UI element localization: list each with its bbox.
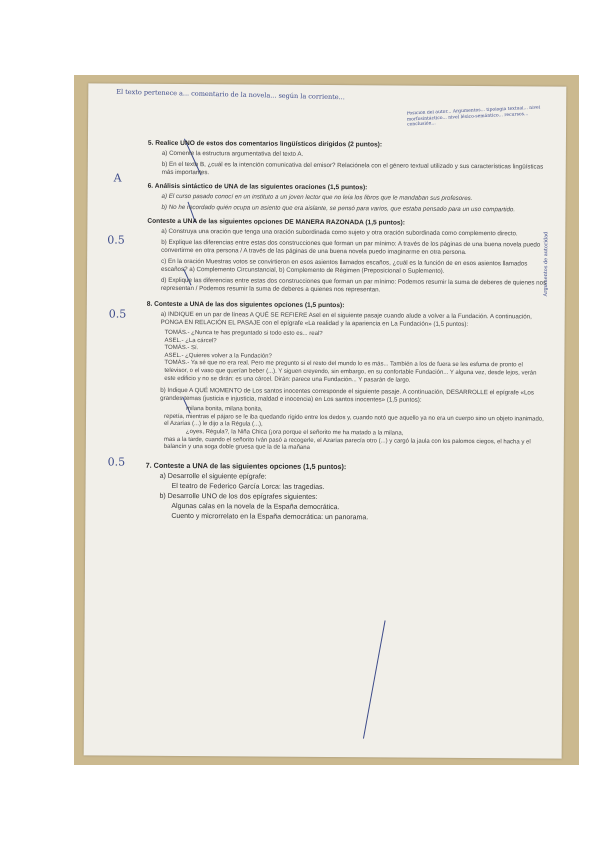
dialog-line: ASEL.- ¿Quieres volver a la Fundación? [164,352,272,360]
dialog-line: TOMÁS.- Ya sé que no era real. Pero me pregunto si el resto del mundo lo es más... También a los de fuera se les esfuma de pronto el televisor, o el vaso que querían beber (...). Y siguen creyendo, sin embargo, en su confortable Fundación... Y alguna vez, desde lejos, verán este edificio y no se dirán: es una cárcel. Dirán: parece una Fundación... Y pasarán de largo. [164,360,537,384]
excerpt-line: milana bonita, milana bonita, [186,406,263,413]
question-5 [148,140,548,180]
excerpt-line: mas a la tarde, cuando el señorito Iván pasó a recogerle, el Azarías parecía otro (...) y cargó la jaula con los palomos ciegos, el hacha y el balancín y una soga doble gruesa que la de la mañana [163,436,531,452]
question-reasoned [147,218,548,296]
margin-mark-2: 0.5 [107,233,125,247]
margin-mark-1: A [113,171,122,185]
question-7-option-a: a) Desarrolle el siguiente epígrafe: [159,472,267,481]
pen-stroke [363,620,386,738]
margin-mark-4: 0.5 [107,455,126,469]
question-reasoned-option-c: c) En la oración Muestras votos se convirtieron en esos asientos llamados escaños, ¿cuál es la función de en esos asientos llamados escaños? a) Complemento Circunstancial, b) Complemento de Régimen (Preposicional o Suplemento). [161,257,528,275]
dialog-line: TOMÁS.- ¿Nunca te has preguntado si todo esto es... real? [164,329,323,337]
question-7-title: 7. Conteste a UNA de las siguientes opciones (1,5 puntos): [145,460,347,471]
margin-mark-3: 0.5 [108,307,127,321]
question-7-option-a-text: El teatro de Federico García Lorca: las tragedias. [171,482,325,491]
photo-background [74,75,579,765]
question-7 [145,461,545,524]
excerpt-line: ¿oyes, Régula?, la Niña Chica (¡ora porque el señorito me ha matado a la milana, [185,428,404,437]
dialog-line: ASEL.- ¿La cárcel? [164,337,217,344]
question-reasoned-option-d: d) Explique las diferencias entre estas dos construcciones que forman un par mínimo: Podemos resumir la suma de deberes de quienes nos representan / Podemos resumir la suma de deberes a quienes nos representan. [160,276,547,294]
question-5-option-b: b) En el texto B, ¿cuál es la intención comunicativa del emisor? Relaciónela con el género textual utilizado y sus características lingüísticas más importantes. [161,160,544,177]
question-reasoned-option-a: a) Construya una oración que tenga una oración subordinada como sujeto y otra oración subordinada como complemento directo. [161,227,518,238]
handwritten-note-top: El texto pertenece a... comentario de la novela... según la corriente... [116,87,345,102]
excerpt-line: repetía, mientras el pájaro se le iba quedando rígido entre los dedos y, cuando notó que aquello ya no era un cuerpo sino un objeto inanimado, el Azarías (...) le dijo a la Régula (...), [163,413,544,428]
exam-content [145,140,548,529]
dialog-line: TOMÁS.- Sí. [164,345,199,352]
question-8-option-a: a) INDIQUE en un par de líneas A QUÉ SE REFIERE Asel en el siguiente pasaje cuando alude a volver a la Fundación. A continuación, PONGA EN RELACIÓN EL PASAJE con el epígrafe «La realidad y la apariencia en La Fundación» (1,5 puntos): [160,310,532,328]
question-7-option-b: b) Desarrolle UNO de los dos epígrafes siguientes: [159,492,318,501]
question-7-option-b-text-2: Cuento y microrrelato en la España democrática: un panorama. [171,512,369,522]
question-6-option-b: b) No he recordado quién ocupa un asiento que era aislante, se pensó para varios, que estaba pensado para un uso compartido. [161,203,516,214]
question-7-option-b-text-1: Algunas calas en la novela de la España democrática. [171,502,340,511]
question-8-option-b: b) Indique A QUÉ MOMENTO de Los santos inocentes corresponde el siguiente pasaje. A continuación, DESARROLLE el epígrafe «Los grandes temas (justicia e injusticia, maldad e inocencia) en Los santos inocentes» (1,5 puntos): [160,387,534,404]
question-8-title: 8. Conteste a UNA de las dos siguientes opciones (1,5 puntos): [146,300,345,310]
question-5-option-a: a) Comente la estructura argumentativa del texto A. [161,149,304,158]
question-reasoned-option-b: b) Explique las diferencias entre estas dos construcciones que forman un par mínimo: A través de los páginas de una buena novela puedo convertirme en otra persona / A través de las páginas de una buena novela puedo imaginarme en otra persona. [161,238,541,256]
question-5-title: 5. Realice UNO de estos dos comentarios lingüísticos dirigidos (2 puntos): [147,139,383,149]
question-reasoned-title: Conteste a UNA de las siguientes opciones DE MANERA RAZONADA (1,5 puntos): [147,217,405,227]
handwritten-note-vertical: Argumentos de autoridad [542,231,550,297]
question-6 [147,183,547,215]
question-8 [146,301,547,455]
handwritten-note-side: Posición del autor... Argumentos... tipología textual... nivel morfosintáctico... nivel léxico-semántico... recursos... conclusión... [406,105,541,128]
question-6-title: 6. Análisis sintáctico de UNA de las siguientes oraciones (1,5 puntos): [147,182,368,192]
question-6-option-a: a) El curso pasado conocí en un instituto a un joven lector que no leía los libros que le mandaban sus profesores. [161,192,473,203]
exam-sheet [84,83,567,758]
